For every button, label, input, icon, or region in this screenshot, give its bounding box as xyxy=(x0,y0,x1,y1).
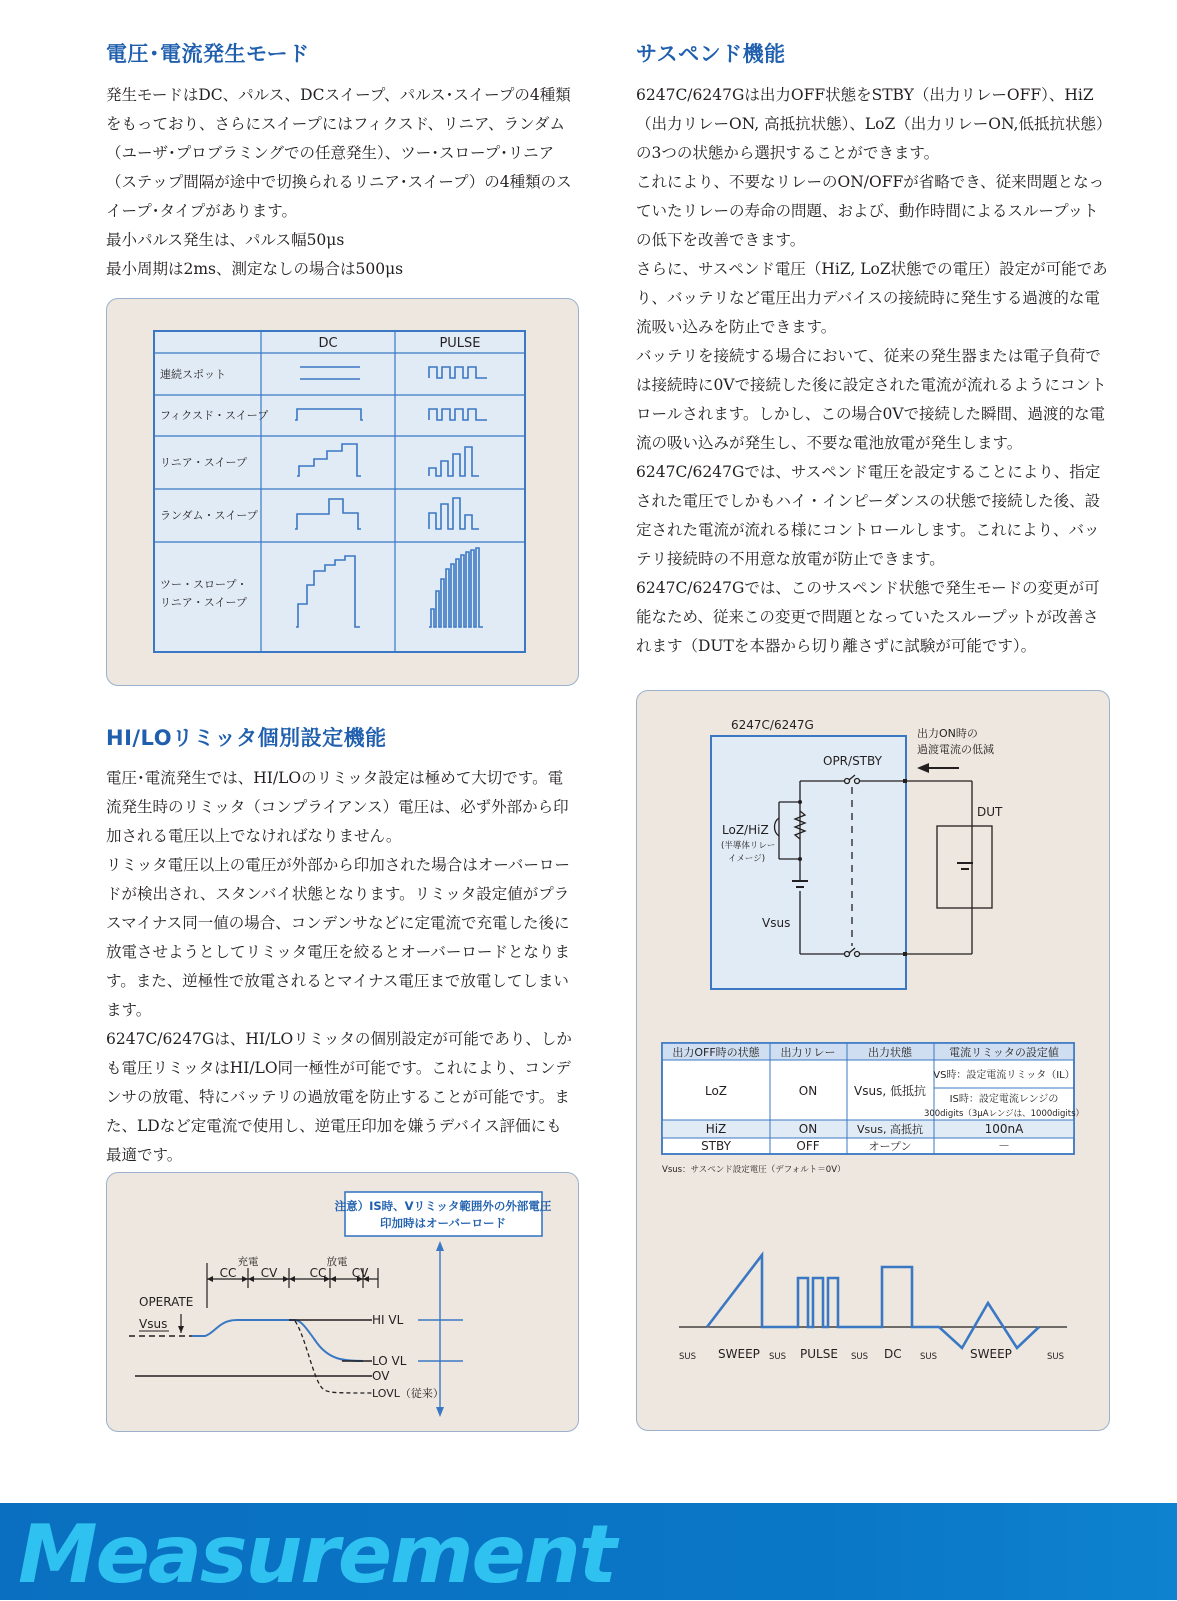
table-cell: 100nA xyxy=(984,1122,1024,1136)
wave-label: SUS xyxy=(1047,1352,1065,1362)
cv-label: CV xyxy=(260,1266,278,1280)
mode-table-panel xyxy=(106,298,579,686)
row-label: リニア・スイープ xyxy=(160,596,248,609)
note-line: 印加時はオーバーロード xyxy=(380,1216,506,1230)
row-label: リニア・スイープ xyxy=(160,456,248,469)
table-cell: Vsus, 高抵抗 xyxy=(857,1123,923,1136)
table-cell: － xyxy=(997,1139,1011,1153)
note-line: 注意）IS時、Vリミッタ範囲外の外部電圧 xyxy=(334,1199,552,1213)
limiter-paragraph: 電圧･電流発生では、HI/LOのリミッタ設定は極めて大切です。電流発生時のリミッタ（コンプライアンス）電圧は、必ず外部から印加される電圧以上でなければなりません。 xyxy=(106,769,569,845)
charge-label: 充電 xyxy=(237,1256,259,1268)
discharge-label: 放電 xyxy=(326,1256,348,1268)
device-label: 6247C/6247G xyxy=(731,718,814,732)
vsus-label: Vsus xyxy=(762,916,791,930)
gen-mode-paragraph: 最小パルス発生は、パルス幅50μs xyxy=(106,231,345,249)
col-pulse-label: PULSE xyxy=(439,336,481,351)
wave-label: SWEEP xyxy=(718,1347,760,1361)
wave-label: SWEEP xyxy=(970,1347,1012,1361)
wave-label: PULSE xyxy=(800,1347,838,1361)
operate-label: OPERATE xyxy=(139,1295,194,1309)
loz-hiz-label: LoZ/HiZ xyxy=(722,823,769,837)
limiter-fig-panel xyxy=(106,1172,579,1432)
table-cell: OFF xyxy=(796,1139,820,1153)
suspend-paragraph: 6247C/6247Gは出力OFF状態をSTBY（出力リレーOFF）、HiZ（出力リレーON, 高抵抗状態）、LoZ（出力リレーON,低抵抗状態）の3つの状態から選択することができます。 xyxy=(636,86,1104,162)
row-label: ツー・スロープ・ xyxy=(160,578,248,591)
table-cell: STBY xyxy=(701,1139,731,1153)
cv-label: CV xyxy=(351,1266,369,1280)
table-cell: ON xyxy=(798,1084,818,1098)
lo-vl-label: LO VL xyxy=(372,1354,407,1368)
gen-mode-heading: 電圧･電流発生モード xyxy=(106,42,310,66)
suspend-heading: サスペンド機能 xyxy=(636,42,786,66)
col-dc-label: DC xyxy=(318,336,338,351)
table-cell: Vsus, 低抵抗 xyxy=(854,1084,926,1098)
dut-label: DUT xyxy=(977,805,1003,819)
table-header: 出力状態 xyxy=(868,1046,912,1059)
wave-label: SUS xyxy=(679,1352,697,1362)
relay-image-note: (半導体リレー xyxy=(721,841,776,851)
suspend-paragraph: これにより、不要なリレーのON/OFFが省略でき、従来問題となっていたリレーの寿命の問題、および、動作時間によるスループットの低下を改善できます。 xyxy=(636,173,1105,249)
table-cell: ON xyxy=(798,1122,818,1136)
table-cell: LoZ xyxy=(704,1084,728,1098)
wave-label: SUS xyxy=(851,1352,869,1362)
wave-label: SUS xyxy=(769,1352,787,1362)
arrow-note: 過渡電流の低減 xyxy=(917,743,994,756)
gen-mode-paragraph: 発生モードはDC、パルス、DCスイープ、パルス･スイープの4種類をもっており、さらにスイープにはフィクスド、リニア、ランダム（ユーザ･プロブラミングでの任意発生）、ツー･スロープ･リニア（ステップ間隔が途中で切換られるリニア･スイープ）の4種類のスイープ･タイプがあります。 xyxy=(106,86,572,220)
mode-sequence-wave xyxy=(707,1255,1039,1348)
state-table xyxy=(662,1043,1084,1154)
suspend-paragraph: 6247C/6247Gでは、このサスペンド状態で発生モードの変更が可能なため、従来この変更で問題となっていたスループットが改善されます（DUTを本器から切り離さずに試験が可能です）。 xyxy=(636,579,1100,655)
arrow-note: 出力ON時の xyxy=(917,727,978,740)
suspend-text xyxy=(636,81,1109,661)
suspend-paragraph: バッテリを接続する場合において、従来の発生器または電子負荷では接続時に0Vで接続した後に設定された電流が流れるようにコントロールされます。しかし、この場合0Vで接続した瞬間、過渡的な電流の吸い込みが発生し、不要な電池放電が発生します。 xyxy=(636,347,1107,452)
table-header: 出力OFF時の状態 xyxy=(672,1046,760,1059)
gen-mode-text xyxy=(106,81,576,284)
opr-stby-label: OPR/STBY xyxy=(823,754,882,768)
table-note: Vsus：サスペンド設定電圧（デフォルト＝0V） xyxy=(662,1165,846,1175)
limiter-text xyxy=(106,764,576,1170)
row-label: ランダム・スイープ xyxy=(160,509,258,522)
table-cell: HiZ xyxy=(705,1122,727,1136)
hi-vl-label: HI VL xyxy=(372,1313,404,1327)
suspend-figure xyxy=(637,691,1109,1430)
wave-label: DC xyxy=(884,1347,902,1361)
vsus-label: Vsus xyxy=(139,1317,168,1331)
footer-band xyxy=(0,1503,1177,1600)
suspend-paragraph: さらに、サスペンド電圧（HiZ, LoZ状態での電圧）設定が可能であり、バッテリなど電圧出力デバイスの接続時に発生する過渡的な電流吸い込みを防止できます。 xyxy=(636,260,1108,336)
gen-mode-paragraph: 最小周期は2ms、測定なしの場合は500μs xyxy=(106,260,404,278)
table-header: 出力リレー xyxy=(780,1046,836,1059)
cc-label: CC xyxy=(219,1266,237,1280)
suspend-fig-panel xyxy=(636,690,1110,1431)
relay-image-note: イメージ) xyxy=(728,854,766,864)
lovl-old-label: LOVL（従来） xyxy=(372,1387,444,1400)
limiter-paragraph: リミッタ電圧以上の電圧が外部から印加された場合はオーバーロードが検出され、スタンバイ状態となります。リミッタ設定値がプラスマイナス同一値の場合、コンデンサなどに定電流で充電した後に放電させようとしてリミッタ電圧を絞るとオーバーロードとなります。また、逆極性で放電されるとマイナス電圧まで放電してしまいます。 xyxy=(106,856,570,1019)
suspend-paragraph: 6247C/6247Gでは、サスペンド電圧を設定することにより、指定された電圧でしかもハイ・インピーダンスの状態で接続した後、設定された電流が流れる様にコントロールします。これにより、バッテリ接続時の不用意な放電が防止できます。 xyxy=(636,463,1101,568)
wave-label: SUS xyxy=(920,1352,938,1362)
table-cell: 300digits（3μAレンジは、1000digits） xyxy=(923,1109,1085,1119)
left-arrow-icon xyxy=(917,763,929,773)
table-cell: IS時：設定電流レンジの xyxy=(949,1094,1059,1105)
cc-label: CC xyxy=(309,1266,327,1280)
footer-title: Measurement xyxy=(18,1508,615,1601)
table-cell: オープン xyxy=(868,1140,912,1153)
ov-label: OV xyxy=(372,1369,390,1383)
table-header: 電流リミッタの設定値 xyxy=(949,1046,1059,1059)
row-label: 連続スポット xyxy=(160,368,226,381)
row-label: フィクスド・スイープ xyxy=(160,409,269,422)
table-cell: VS時：設定電流リミッタ（IL） xyxy=(933,1070,1075,1081)
limiter-paragraph: 6247C/6247Gは、HI/LOリミッタの個別設定が可能であり、しかも電圧リミッタはHI/LO同一極性が可能です。これにより、コンデンサの放電、特にバッテリの過放電を防止することが可能です。また、LDなど定電流で使用し、逆電圧印加を嫌うデバイス評価にも最適です。 xyxy=(106,1030,572,1164)
limiter-figure xyxy=(107,1173,578,1431)
mode-table-figure xyxy=(107,299,578,685)
limiter-heading: HI/LOリミッタ個別設定機能 xyxy=(106,726,387,750)
